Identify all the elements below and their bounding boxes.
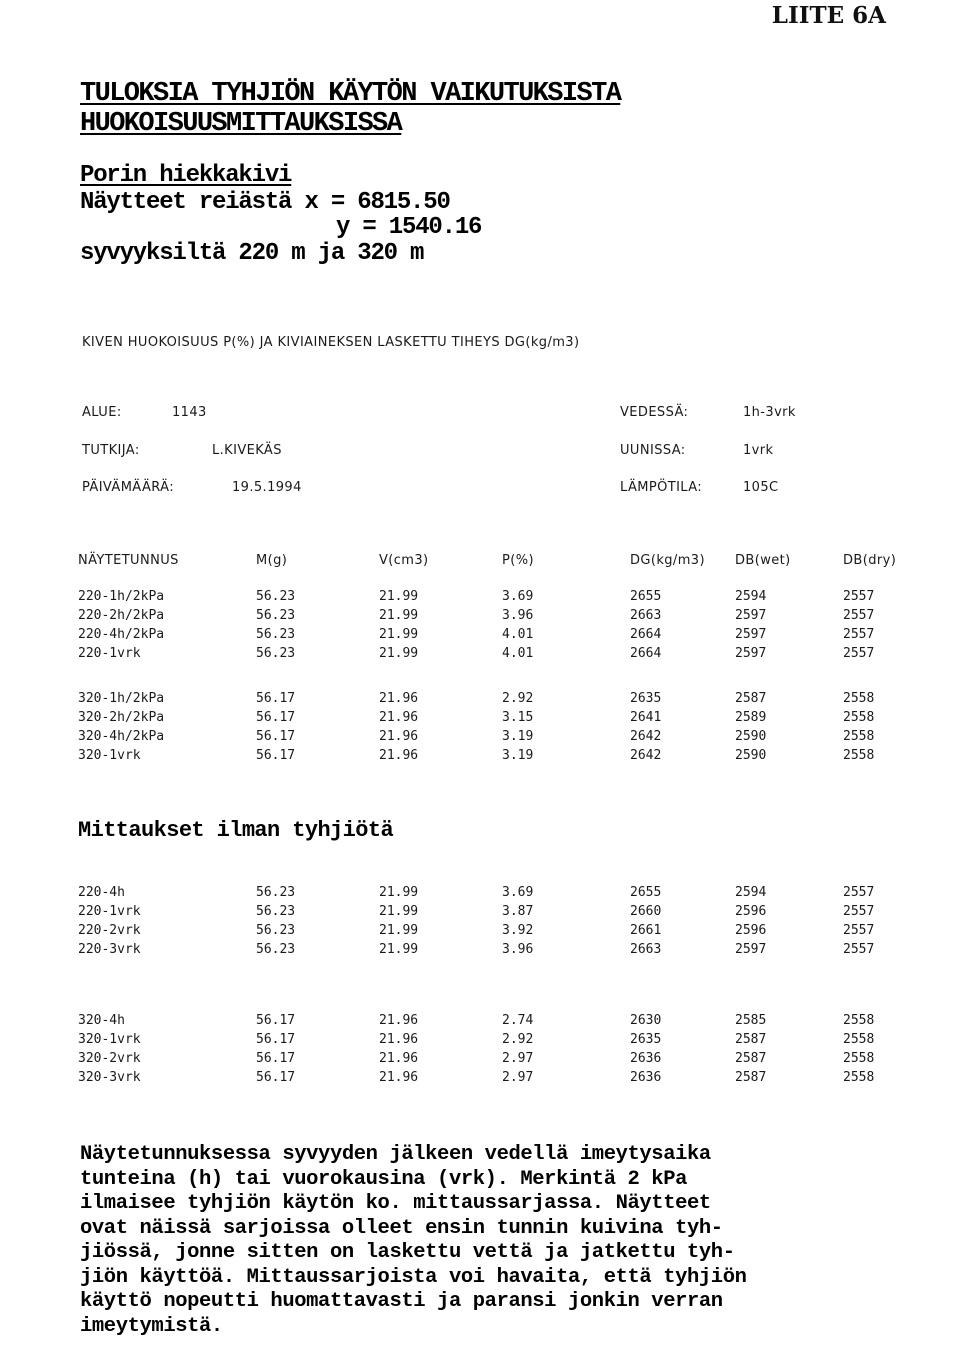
column-header-sample-id: NÄYTETUNNUS: [78, 553, 179, 568]
bulk-density-dry-cell: 2557: [843, 923, 875, 938]
porosity-cell: 2.74: [502, 1013, 534, 1028]
volume-cell: 21.96: [379, 710, 419, 725]
title-line-1: TULOKSIA TYHJIÖN KÄYTÖN VAIKUTUKSISTA: [80, 79, 621, 109]
grain-density-cell: 2663: [630, 608, 662, 623]
grain-density-cell: 2642: [630, 729, 662, 744]
sample-id-cell: 320-4h: [78, 1013, 125, 1028]
grain-density-cell: 2635: [630, 1032, 662, 1047]
bulk-density-dry-cell: 2557: [843, 589, 875, 604]
bulk-density-wet-cell: 2597: [735, 942, 767, 957]
volume-cell: 21.96: [379, 1070, 419, 1085]
oven-label: UUNISSA:: [620, 443, 686, 458]
depth-line: syvyyksiltä 220 m ja 320 m: [80, 240, 424, 267]
mass-cell: 56.23: [256, 885, 296, 900]
volume-cell: 21.96: [379, 748, 419, 763]
bulk-density-wet-cell: 2587: [735, 1051, 767, 1066]
porosity-cell: 3.19: [502, 748, 534, 763]
grain-density-cell: 2660: [630, 904, 662, 919]
grain-density-cell: 2663: [630, 942, 662, 957]
temp-label: LÄMPÖTILA:: [620, 480, 703, 495]
sample-id-cell: 320-1vrk: [78, 748, 141, 763]
porosity-cell: 2.97: [502, 1070, 534, 1085]
grain-density-cell: 2655: [630, 589, 662, 604]
porosity-cell: 3.96: [502, 942, 534, 957]
porosity-cell: 2.97: [502, 1051, 534, 1066]
volume-cell: 21.99: [379, 627, 419, 642]
title-line-2: HUOKOISUUSMITTAUKSISSA: [80, 109, 402, 139]
bulk-density-dry-cell: 2558: [843, 1032, 875, 1047]
sample-id-cell: 220-2h/2kPa: [78, 608, 165, 623]
grain-density-cell: 2636: [630, 1070, 662, 1085]
volume-cell: 21.99: [379, 646, 419, 661]
no-vacuum-heading: Mittaukset ilman tyhjiötä: [78, 818, 394, 843]
volume-cell: 21.96: [379, 729, 419, 744]
area-value: 1143: [172, 405, 207, 420]
grain-density-cell: 2664: [630, 627, 662, 642]
sample-id-cell: 220-1vrk: [78, 904, 141, 919]
porosity-cell: 3.19: [502, 729, 534, 744]
bulk-density-dry-cell: 2557: [843, 608, 875, 623]
porosity-cell: 3.69: [502, 885, 534, 900]
volume-cell: 21.96: [379, 1051, 419, 1066]
date-label: PÄIVÄMÄÄRÄ:: [82, 480, 175, 495]
footnote-line: imeytymistä.: [80, 1314, 223, 1338]
column-header-porosity: P(%): [502, 553, 534, 568]
grain-density-cell: 2630: [630, 1013, 662, 1028]
grain-density-cell: 2642: [630, 748, 662, 763]
date-value: 19.5.1994: [232, 480, 302, 495]
footnote-line: käyttö nopeutti huomattavasti ja paransi jonkin verran: [80, 1290, 723, 1313]
footnote-line: jiön käyttöä. Mittaussarjoista voi havaita, että tyhjiön: [80, 1265, 747, 1289]
porosity-cell: 3.96: [502, 608, 534, 623]
water-value: 1h-3vrk: [743, 405, 796, 420]
sample-id-cell: 220-3vrk: [78, 942, 141, 957]
porosity-cell: 2.92: [502, 691, 534, 706]
bulk-density-wet-cell: 2597: [735, 627, 767, 642]
bulk-density-wet-cell: 2587: [735, 1070, 767, 1085]
mass-cell: 56.23: [256, 627, 296, 642]
area-label: ALUE:: [82, 405, 122, 420]
researcher-label: TUTKIJA:: [82, 443, 140, 458]
grain-density-cell: 2661: [630, 923, 662, 938]
table-title: KIVEN HUOKOISUUS P(%) JA KIVIAINEKSEN LASKETTU TIHEYS DG(kg/m3): [82, 335, 580, 350]
mass-cell: 56.17: [256, 691, 296, 706]
bulk-density-dry-cell: 2558: [843, 1013, 875, 1028]
volume-cell: 21.96: [379, 1032, 419, 1047]
grain-density-cell: 2635: [630, 691, 662, 706]
temp-value: 105C: [743, 480, 779, 495]
bulk-density-wet-cell: 2590: [735, 748, 767, 763]
volume-cell: 21.99: [379, 885, 419, 900]
bulk-density-wet-cell: 2585: [735, 1013, 767, 1028]
researcher-value: L.KIVEKÄS: [212, 443, 282, 458]
porosity-cell: 4.01: [502, 627, 534, 642]
porosity-cell: 3.15: [502, 710, 534, 725]
footnote-line: ilmaisee tyhjiön käytön ko. mittaussarjassa. Näytteet: [80, 1192, 711, 1215]
column-header-bulk-density-wet: DB(wet): [735, 553, 791, 568]
bulk-density-wet-cell: 2594: [735, 885, 767, 900]
oven-value: 1vrk: [743, 443, 774, 458]
bulk-density-dry-cell: 2557: [843, 646, 875, 661]
bulk-density-dry-cell: 2557: [843, 885, 875, 900]
volume-cell: 21.99: [379, 608, 419, 623]
sample-id-cell: 220-1vrk: [78, 646, 141, 661]
volume-cell: 21.99: [379, 904, 419, 919]
column-header-volume: V(cm3): [379, 553, 429, 568]
bulk-density-wet-cell: 2596: [735, 904, 767, 919]
sample-id-cell: 320-1h/2kPa: [78, 691, 165, 706]
mass-cell: 56.17: [256, 710, 296, 725]
bulk-density-wet-cell: 2587: [735, 1032, 767, 1047]
mass-cell: 56.17: [256, 1051, 296, 1066]
bulk-density-dry-cell: 2558: [843, 710, 875, 725]
bulk-density-dry-cell: 2558: [843, 1051, 875, 1066]
sample-id-cell: 320-2h/2kPa: [78, 710, 165, 725]
mass-cell: 56.23: [256, 923, 296, 938]
grain-density-cell: 2664: [630, 646, 662, 661]
water-label: VEDESSÄ:: [620, 405, 689, 420]
sample-id-cell: 320-1vrk: [78, 1032, 141, 1047]
volume-cell: 21.99: [379, 923, 419, 938]
sample-id-cell: 220-4h: [78, 885, 125, 900]
porosity-cell: 4.01: [502, 646, 534, 661]
footnote-line: ovat näissä sarjoissa olleet ensin tunnin kuivina tyh-: [80, 1216, 723, 1240]
footnote-line: Näytetunnuksessa syvyyden jälkeen vedellä imeytysaika: [80, 1143, 711, 1166]
column-header-grain-density: DG(kg/m3): [630, 553, 705, 568]
sample-id-cell: 320-4h/2kPa: [78, 729, 165, 744]
sample-id-cell: 220-2vrk: [78, 923, 141, 938]
mass-cell: 56.23: [256, 646, 296, 661]
bulk-density-wet-cell: 2589: [735, 710, 767, 725]
porosity-cell: 2.92: [502, 1032, 534, 1047]
volume-cell: 21.99: [379, 589, 419, 604]
sample-id-cell: 320-3vrk: [78, 1070, 141, 1085]
appendix-label: LIITE 6A: [771, 2, 886, 29]
mass-cell: 56.17: [256, 1032, 296, 1047]
volume-cell: 21.96: [379, 691, 419, 706]
mass-cell: 56.17: [256, 1070, 296, 1085]
sample-id-cell: 220-1h/2kPa: [78, 589, 165, 604]
porosity-cell: 3.69: [502, 589, 534, 604]
bulk-density-wet-cell: 2587: [735, 691, 767, 706]
column-header-mass: M(g): [256, 553, 288, 568]
column-header-bulk-density-dry: DB(dry): [843, 553, 897, 568]
coord-x-line: Näytteet reiästä x = 6815.50: [80, 189, 450, 216]
bulk-density-dry-cell: 2557: [843, 904, 875, 919]
mass-cell: 56.17: [256, 748, 296, 763]
footnote: [80, 1143, 910, 1339]
bulk-density-dry-cell: 2558: [843, 1070, 875, 1085]
sample-id-cell: 320-2vrk: [78, 1051, 141, 1066]
mass-cell: 56.23: [256, 608, 296, 623]
mass-cell: 56.23: [256, 942, 296, 957]
bulk-density-dry-cell: 2558: [843, 691, 875, 706]
bulk-density-dry-cell: 2557: [843, 942, 875, 957]
porosity-cell: 3.87: [502, 904, 534, 919]
volume-cell: 21.96: [379, 1013, 419, 1028]
footnote-line: tunteina (h) tai vuorokausina (vrk). Merkintä 2 kPa: [80, 1167, 688, 1191]
grain-density-cell: 2655: [630, 885, 662, 900]
bulk-density-dry-cell: 2558: [843, 748, 875, 763]
bulk-density-wet-cell: 2596: [735, 923, 767, 938]
mass-cell: 56.17: [256, 729, 296, 744]
mass-cell: 56.23: [256, 589, 296, 604]
mass-cell: 56.23: [256, 904, 296, 919]
bulk-density-dry-cell: 2557: [843, 627, 875, 642]
coord-y-line: y = 1540.16: [336, 214, 482, 241]
porosity-cell: 3.92: [502, 923, 534, 938]
bulk-density-wet-cell: 2597: [735, 608, 767, 623]
sample-name: Porin hiekkakivi: [80, 162, 292, 189]
bulk-density-dry-cell: 2558: [843, 729, 875, 744]
bulk-density-wet-cell: 2594: [735, 589, 767, 604]
sample-id-cell: 220-4h/2kPa: [78, 627, 165, 642]
bulk-density-wet-cell: 2590: [735, 729, 767, 744]
bulk-density-wet-cell: 2597: [735, 646, 767, 661]
mass-cell: 56.17: [256, 1013, 296, 1028]
grain-density-cell: 2641: [630, 710, 662, 725]
volume-cell: 21.99: [379, 942, 419, 957]
grain-density-cell: 2636: [630, 1051, 662, 1066]
footnote-line: jiössä, jonne sitten on laskettu vettä ja jatkettu tyh-: [80, 1241, 735, 1264]
